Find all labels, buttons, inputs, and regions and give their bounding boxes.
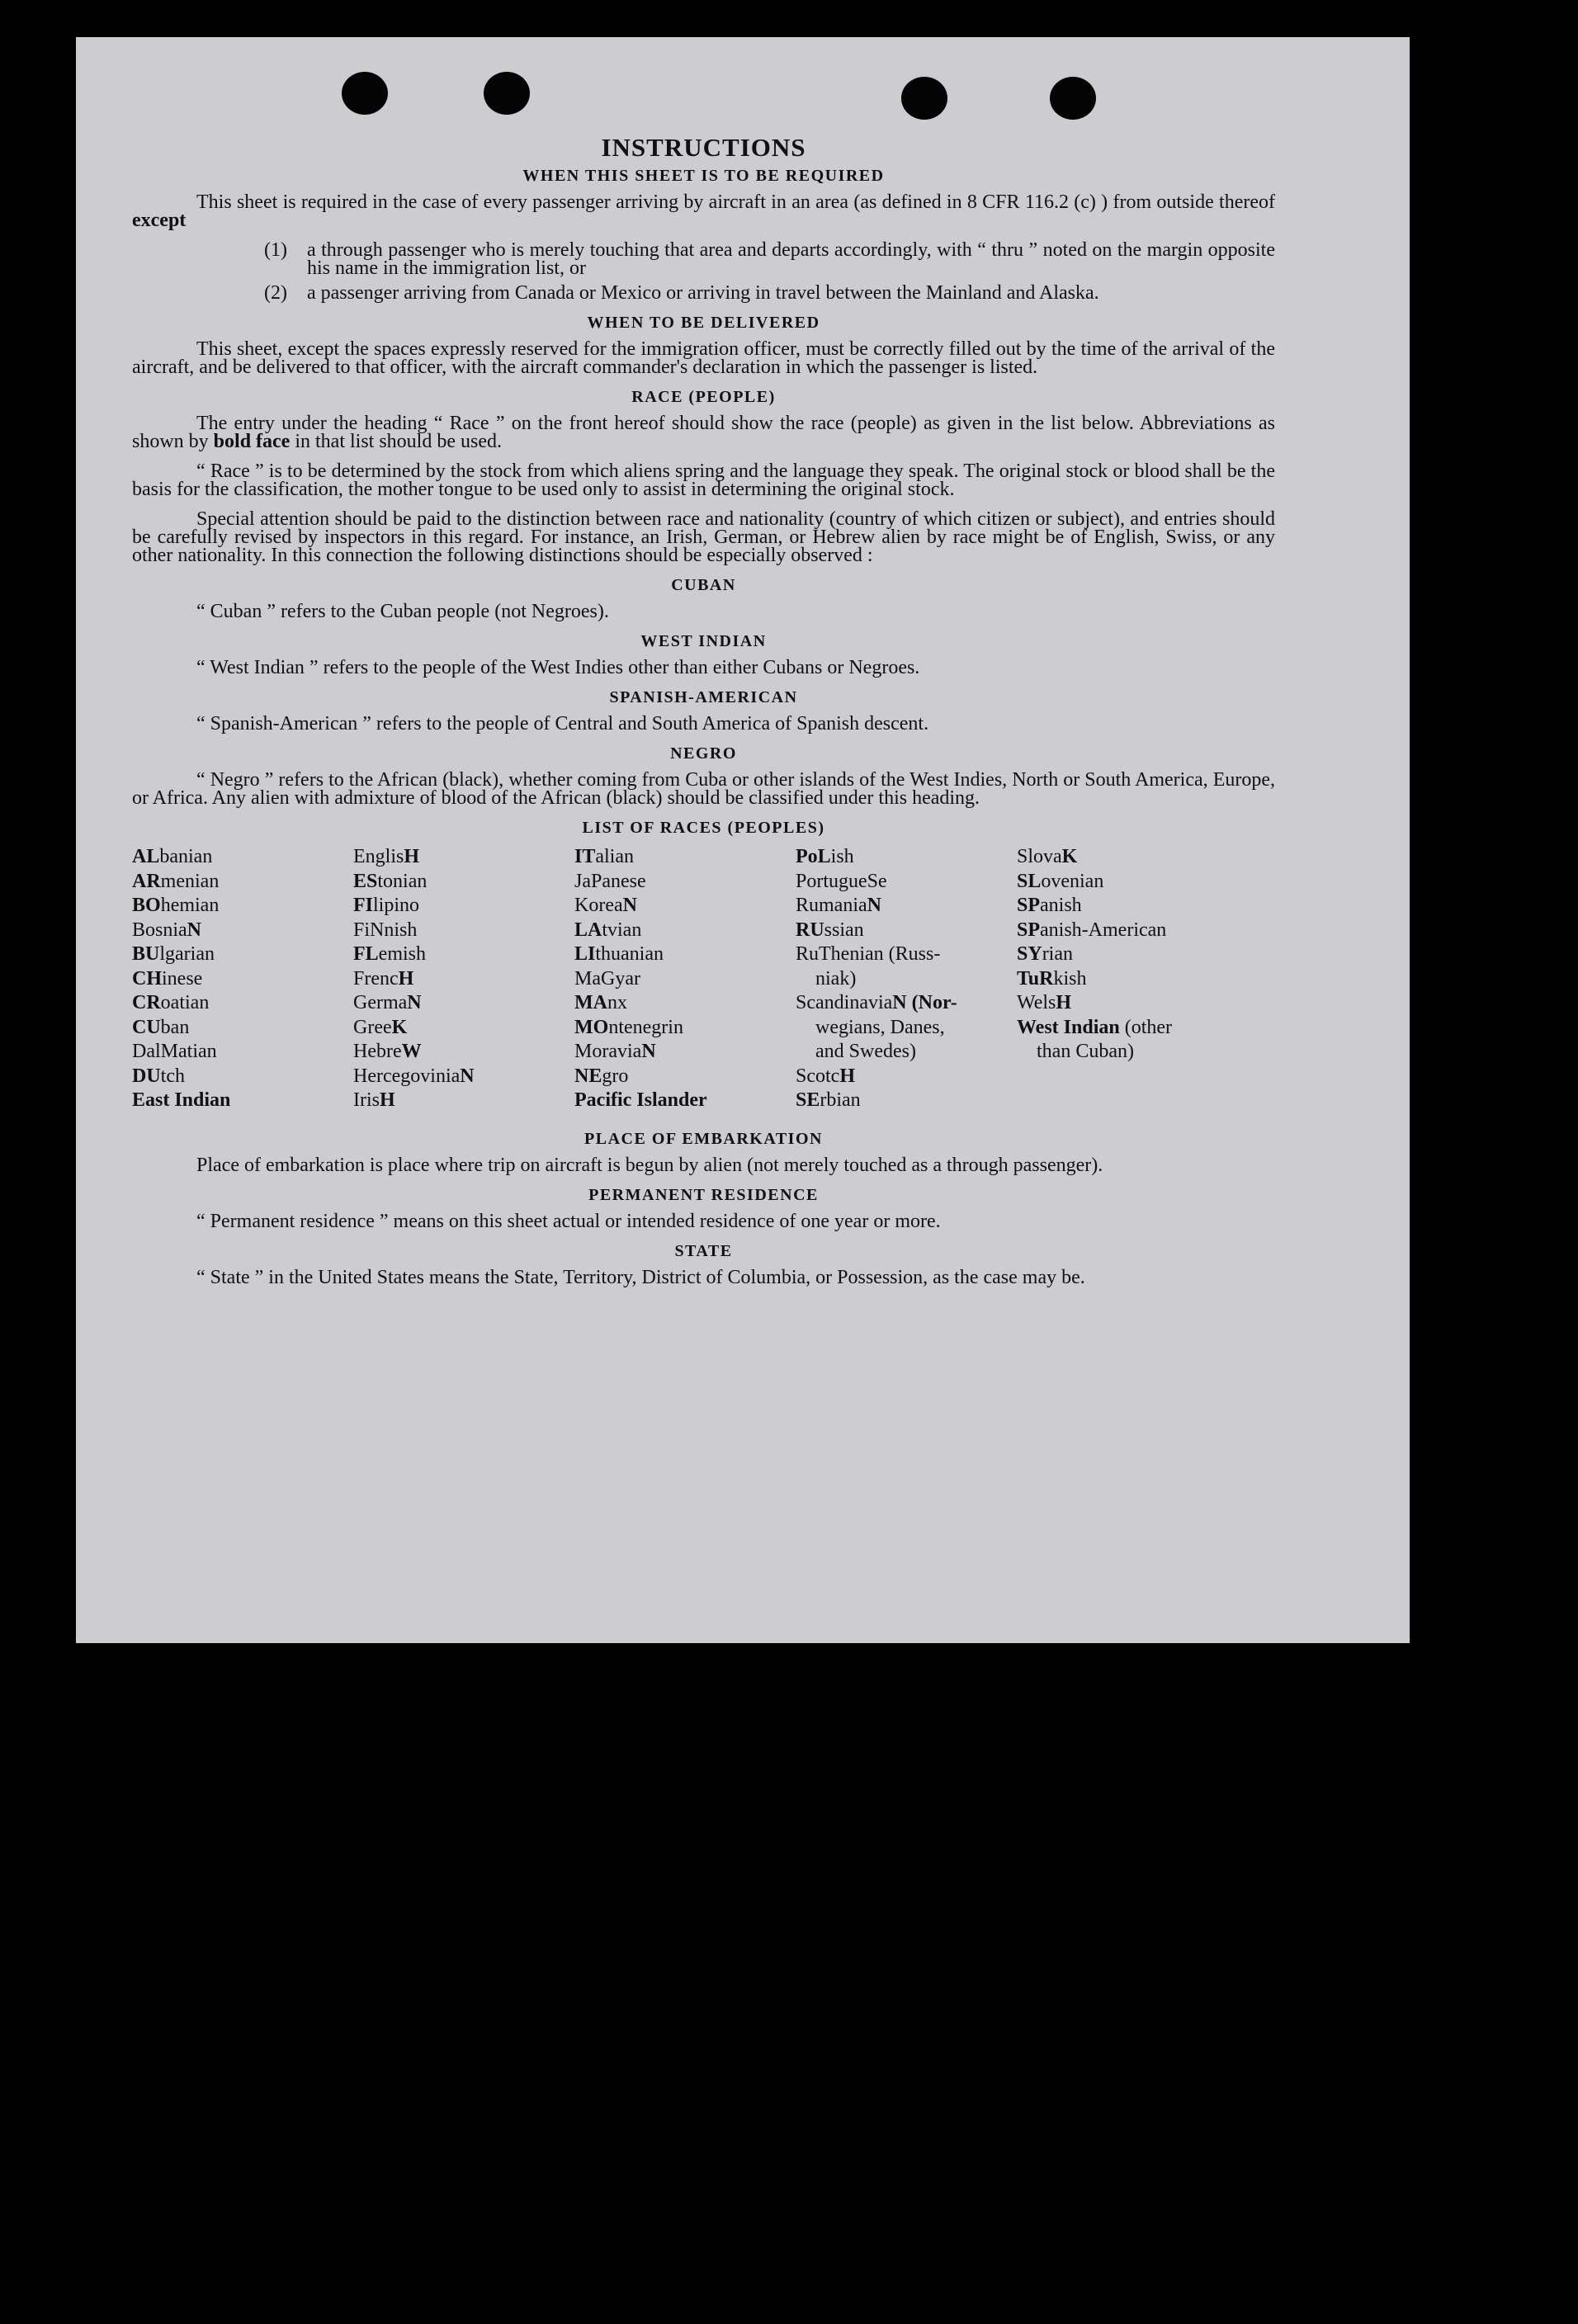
race-list-item: SlovaK bbox=[1017, 846, 1078, 867]
race-list-item: MaGyar bbox=[574, 967, 640, 990]
race-list-item: WelsH bbox=[1017, 992, 1072, 1013]
race-list-item: FIlipino bbox=[353, 895, 420, 916]
paragraph: “ Permanent residence ” means on this sheet actual or intended residence of one year or more. bbox=[196, 1210, 941, 1232]
race-list-item: GermaN bbox=[353, 992, 422, 1013]
section-delivered bbox=[132, 314, 1275, 376]
paragraph: “ Cuban ” refers to the Cuban people (not Negroes). bbox=[196, 601, 609, 622]
section-west-indian bbox=[132, 632, 1275, 677]
race-list-item: BOhemian bbox=[132, 895, 220, 916]
paragraph: This sheet, except the spaces expressly reserved for the immigration officer, must be correctly filled out by the time of the arrival of the aircraft, and be delivered to that officer, with the aircraft commander's declaration in which the passenger is listed. bbox=[132, 338, 1275, 378]
paragraph: “ Spanish-American ” refers to the people of Central and South America of Spanish descent. bbox=[196, 713, 929, 735]
race-list-item: Pacific Islander bbox=[574, 1089, 707, 1111]
race-list-item: than Cuban) bbox=[1037, 1041, 1134, 1062]
paragraph: “ State ” in the United States means the State, Territory, District of Columbia, or Possession, as the case may be. bbox=[196, 1266, 1085, 1288]
list-item-number: (2) bbox=[264, 282, 287, 304]
race-list-item: SPanish-American bbox=[1017, 919, 1167, 941]
section-heading: LIST OF RACES (PEOPLES) bbox=[582, 819, 825, 837]
section-spanish-american bbox=[132, 688, 1275, 733]
race-list-item: SYrian bbox=[1017, 943, 1073, 965]
race-list-item: BUlgarian bbox=[132, 943, 215, 965]
paragraph bbox=[132, 193, 1275, 229]
section-negro bbox=[132, 744, 1275, 807]
section-cuban bbox=[132, 576, 1275, 621]
section-heading: SPANISH-AMERICAN bbox=[609, 688, 798, 706]
paragraph: “ Negro ” refers to the African (black), whether coming from Cuba or other islands of the West Indies, North or South America, Europe, or Africa. Any alien with admixture of blood of the African (black) should be classified under this heading. bbox=[132, 769, 1275, 809]
race-list-item: RuThenian (Russ- bbox=[796, 943, 941, 965]
race-list-item: CHinese bbox=[132, 967, 203, 990]
section-race-list bbox=[132, 819, 1275, 1113]
section-heading: PLACE OF EMBARKATION bbox=[584, 1129, 823, 1148]
race-list-item: DalMatian bbox=[132, 1041, 217, 1062]
race-list-item: CRoatian bbox=[132, 992, 210, 1013]
section-heading: STATE bbox=[674, 1241, 733, 1260]
race-list-item: HebreW bbox=[353, 1041, 422, 1062]
race-list-item: PortugueSe bbox=[796, 870, 887, 892]
section-heading: PERMANENT RESIDENCE bbox=[588, 1185, 819, 1204]
paragraph bbox=[132, 414, 1275, 451]
race-list-item: SErbian bbox=[796, 1089, 861, 1111]
race-list-column bbox=[353, 845, 574, 1113]
race-list-item: MOntenegrin bbox=[574, 1016, 683, 1038]
race-list-item: ARmenian bbox=[132, 870, 220, 892]
section-heading: WHEN THIS SHEET IS TO BE REQUIRED bbox=[522, 167, 885, 185]
race-list-item: SLovenian bbox=[1017, 870, 1104, 892]
race-list-item: IrisH bbox=[353, 1089, 395, 1111]
list-item bbox=[264, 241, 1275, 277]
race-list-item: MoraviaN bbox=[574, 1041, 656, 1062]
race-list-columns bbox=[132, 845, 1275, 1113]
race-list-item: NEgro bbox=[574, 1065, 629, 1087]
race-list-item: East Indian bbox=[132, 1089, 231, 1111]
race-list-item: ScotcH bbox=[796, 1065, 855, 1087]
race-list-item: HercegoviniaN bbox=[353, 1065, 475, 1087]
race-list-item: FLemish bbox=[353, 943, 426, 965]
race-list-item: DUtch bbox=[132, 1065, 185, 1087]
section-heading: CUBAN bbox=[671, 576, 736, 594]
race-list-item: ALbanian bbox=[132, 846, 213, 867]
race-list-item: FiNnish bbox=[353, 919, 418, 941]
race-list-item: ScandinaviaN (Nor- bbox=[796, 992, 957, 1013]
paragraph: “ West Indian ” refers to the people of the West Indies other than either Cubans or Negroes. bbox=[196, 657, 920, 678]
race-list-item: PoLish bbox=[796, 846, 854, 867]
section-heading: WEST INDIAN bbox=[640, 632, 767, 650]
race-list-item: SPanish bbox=[1017, 895, 1082, 916]
section-race bbox=[132, 388, 1275, 564]
race-list-item: BosniaN bbox=[132, 919, 202, 941]
section-embarkation bbox=[132, 1130, 1275, 1174]
list-item-number: (1) bbox=[264, 239, 287, 261]
paragraph-text: in that list should be used. bbox=[290, 431, 502, 452]
section-state bbox=[132, 1242, 1275, 1287]
race-list-item: MAnx bbox=[574, 992, 627, 1013]
list-item bbox=[264, 284, 1275, 302]
race-list-item: ITalian bbox=[574, 846, 634, 867]
race-list-item: LIthuanian bbox=[574, 943, 664, 965]
exception-list bbox=[132, 241, 1275, 302]
race-list-item: LAtvian bbox=[574, 919, 642, 941]
race-list-item: CUban bbox=[132, 1016, 190, 1038]
section-heading: NEGRO bbox=[670, 744, 737, 763]
section-required bbox=[132, 167, 1275, 302]
race-list-item: RUssian bbox=[796, 919, 864, 941]
race-list-column bbox=[574, 845, 796, 1113]
document-body bbox=[132, 99, 1275, 1298]
paragraph-bold-text: except bbox=[132, 210, 187, 231]
paragraph: “ Race ” is to be determined by the stock from which aliens spring and the language they speak. The original stock or blood shall be the basis for the classification, the mother tongue to be used only to assist in determining the original stock. bbox=[132, 461, 1275, 500]
page-title: INSTRUCTIONS bbox=[601, 133, 806, 162]
race-list-column bbox=[796, 845, 1017, 1113]
race-list-item: West Indian (other bbox=[1017, 1016, 1173, 1038]
paragraph-text: The entry under the heading “ Race ” on the front hereof should show the race (people) as given in the list below. Abbreviations as shown by bbox=[132, 413, 1275, 452]
race-list-item: RumaniaN bbox=[796, 895, 881, 916]
paragraph-bold-text: bold face bbox=[213, 431, 291, 452]
race-list-item: JaPanese bbox=[574, 870, 646, 892]
race-list-item: EnglisH bbox=[353, 846, 420, 867]
race-list-item: EStonian bbox=[353, 870, 428, 892]
paragraph-text: This sheet is required in the case of every passenger arriving by aircraft in an area (as defined in 8 CFR 116.2 (c) ) from outside thereof bbox=[196, 191, 1275, 213]
race-list-item: FrencH bbox=[353, 967, 414, 990]
race-list-item: GreeK bbox=[353, 1016, 408, 1038]
paragraph: Place of embarkation is place where trip on aircraft is begun by alien (not merely touched as a through passenger). bbox=[196, 1154, 1103, 1176]
race-list-item: TuRkish bbox=[1017, 967, 1087, 990]
race-list-column bbox=[132, 845, 353, 1113]
list-item-text: a through passenger who is merely touching that area and departs accordingly, with “ thru ” noted on the margin opposite his name in the immigration list, or bbox=[307, 239, 1275, 279]
race-list-column bbox=[1017, 845, 1238, 1113]
race-list-item: and Swedes) bbox=[815, 1041, 916, 1062]
section-residence bbox=[132, 1186, 1275, 1230]
race-list-item: KoreaN bbox=[574, 895, 637, 916]
race-list-item: wegians, Danes, bbox=[815, 1016, 945, 1038]
section-heading: WHEN TO BE DELIVERED bbox=[587, 314, 820, 332]
list-item-text: a passenger arriving from Canada or Mexico or arriving in travel between the Mainland and Alaska. bbox=[307, 282, 1099, 304]
race-list-item: niak) bbox=[815, 967, 857, 990]
paragraph: Special attention should be paid to the distinction between race and nationality (country of which citizen or subject), and entries should be carefully revised by inspectors in this regard. For instance, an Irish, German, or Hebrew alien by race might be of English, Swiss, or any other nationality. In this connection the following distinctions should be especially observed : bbox=[132, 508, 1275, 566]
section-heading: RACE (PEOPLE) bbox=[631, 388, 776, 406]
